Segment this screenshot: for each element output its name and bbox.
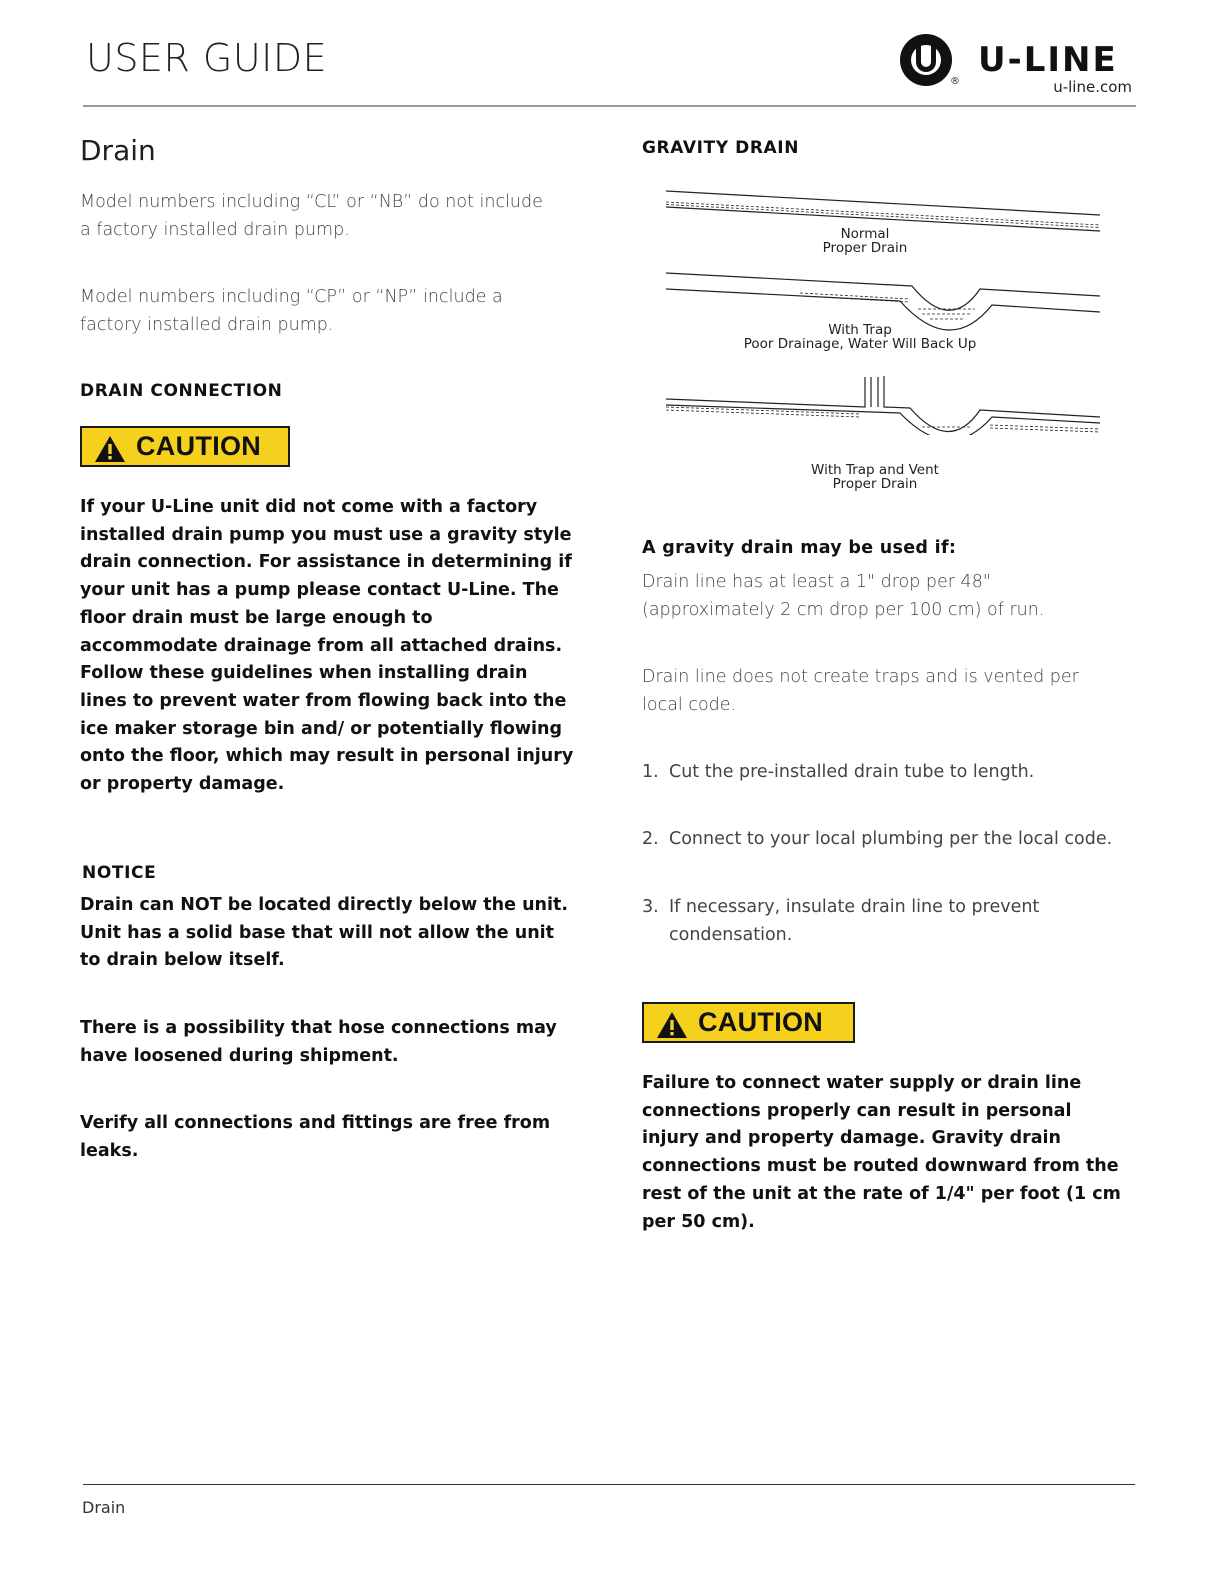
list-item: 2. Connect to your local plumbing per the local code.: [642, 829, 1113, 849]
normal-drain-pipe: [666, 191, 1100, 231]
gravity-drain-heading: GRAVITY DRAIN: [642, 138, 800, 158]
notice-heading: NOTICE: [82, 863, 157, 883]
diagram-label-trap: With Trap Poor Drainage, Water Will Back Up: [743, 322, 977, 352]
page-header-title: USER GUIDE: [86, 36, 328, 80]
gravity-condition-drop: Drain line has at least a 1" drop per 48" (approximately 2 cm drop per 100 cm) of run.: [642, 572, 1045, 620]
warning-triangle-icon: [94, 435, 126, 463]
u-line-logo-icon: [900, 34, 952, 86]
vent-drain-pipe: [666, 376, 1100, 435]
caution-badge: [642, 1002, 855, 1043]
verify-text: Verify all connections and fittings are free from leaks.: [80, 1113, 551, 1161]
footer-divider: [83, 1484, 1135, 1485]
list-item: 1. Cut the pre-installed drain tube to length.: [642, 762, 1035, 782]
section-title: Drain: [80, 134, 156, 167]
list-item: 3. If necessary, insulate drain line to prevent condensation.: [642, 897, 1040, 945]
gravity-condition-vent: Drain line does not create traps and is vented per local code.: [642, 667, 1079, 715]
notice-text: Drain can NOT be located directly below the unit. Unit has a solid base that will not allow the unit to drain below itself.: [80, 895, 569, 971]
caution-label: CAUTION: [698, 1007, 824, 1037]
diagram-label-vent: With Trap and Vent Proper Drain: [811, 462, 939, 492]
diagram-label-normal: Normal Proper Drain: [822, 226, 908, 256]
caution-text: If your U-Line unit did not come with a factory installed drain pump you must use a gravity style drain connection. For assistance in determining if your unit has a pump please contact U-Line. The floor drain must be large enough to accommodate drainage from all attached drains. Follow these guidelines when installing drain lines to prevent water from flowing back into the ice maker storage bin and/ or potentially flowing onto the floor, which may result in personal injury or property damage.: [80, 497, 574, 795]
brand-wordmark: U-LINE: [978, 40, 1118, 80]
website-link[interactable]: u-line.com: [1053, 78, 1132, 96]
caution-text: Failure to connect water supply or drain line connections properly can result in personal injury and property damage. Gravity drain connections must be routed downward from the rest of the unit at the rate of 1/4" per foot (1 cm per 50 cm).: [642, 1073, 1121, 1232]
model-note-with-pump: Model numbers including “CP” or “NP” include a factory installed drain pump.: [80, 287, 503, 335]
header-divider: [83, 105, 1136, 107]
caution-label: CAUTION: [136, 431, 262, 461]
registered-mark: ®: [950, 76, 960, 87]
drain-connection-heading: DRAIN CONNECTION: [80, 381, 283, 401]
caution-badge: [80, 426, 290, 467]
warning-triangle-icon: [656, 1011, 688, 1039]
hose-warning-text: There is a possibility that hose connections may have loosened during shipment.: [80, 1018, 557, 1066]
model-note-no-pump: Model numbers including “CL” or “NB” do not include a factory installed drain pump.: [80, 192, 543, 240]
brand-logo: [900, 34, 1136, 98]
gravity-drain-diagram: [660, 185, 1106, 435]
footer-section-label: Drain: [82, 1498, 126, 1517]
gravity-conditions-heading: A gravity drain may be used if:: [642, 538, 957, 558]
